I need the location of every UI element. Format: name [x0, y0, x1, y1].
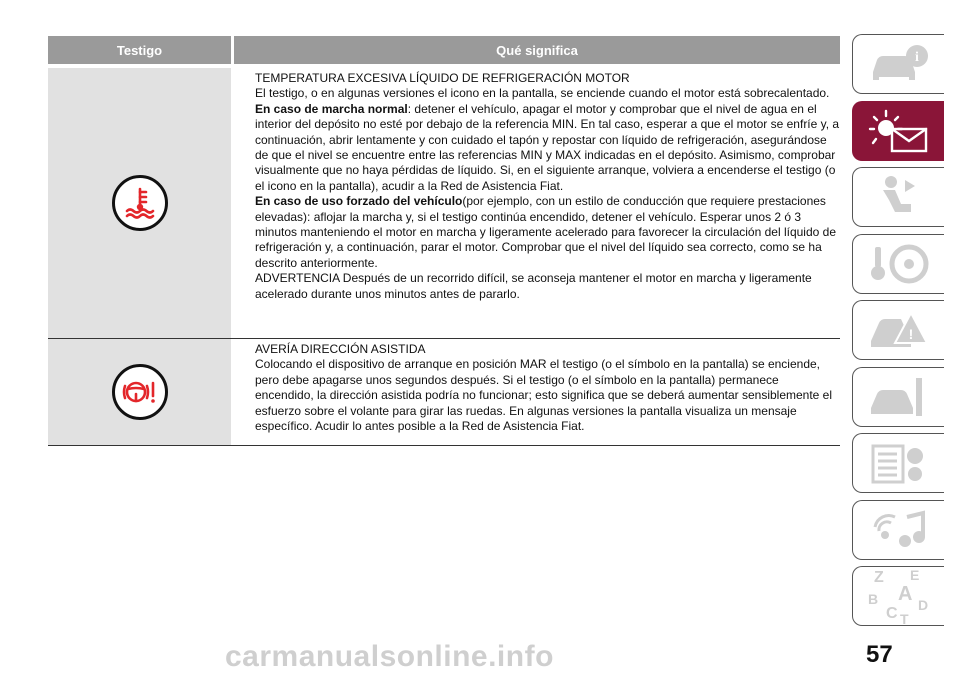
- page-number: 57: [866, 641, 893, 668]
- svg-text:!: !: [908, 326, 913, 342]
- tab-warning-lights[interactable]: [852, 101, 944, 161]
- row-paragraph: El testigo, o en algunas versiones el icono en la pantalla, se enciende cuando el motor está sobrecalentado.: [255, 86, 830, 101]
- row-description: [234, 68, 840, 338]
- row-paragraph: (por ejemplo, con un estilo de conducción que requiere prestaciones elevadas): aflojar la marcha y, si el testigo continúa encendido, detener el vehículo. Esperar unos 2 ó 3 minutos manteniendo el motor en marcha y ligeramente acelerado para favorecer la circulación del líquido de refrigeración y, a continuación, parar el motor. Comprobar que el nivel del líquido sea correcto, como se ha descrito anteriormente.: [255, 194, 836, 270]
- svg-text:B: B: [867, 591, 878, 607]
- header-testigo: Testigo: [116, 42, 163, 58]
- svg-text:E: E: [909, 567, 919, 583]
- row-paragraph: Colocando el dispositivo de arranque en posición MAR el testigo (o el símbolo en la pantalla) se enciende, pero debe apagarse unos segundos después. Si el testigo (o el símbolo en la pantalla) permanece encendido, la dirección asistida podría no funcionar; esto significa que se deberá aumentar sensiblemente el esfuerzo sobre el volante para girar las ruedas. En algunas versiones la pantalla visualiza un mensaje específico. Acudir lo antes posible a la Red de Asistencia Fiat.: [255, 357, 833, 434]
- bold-heading: En caso de uso forzado del vehículo: [255, 194, 463, 209]
- table-header: [48, 36, 840, 64]
- alphabetical-index-icon: [864, 566, 934, 626]
- car-info-icon: [867, 42, 931, 86]
- row-paragraph: : detener el vehículo, apagar el motor y comprobar que el nivel de agua en el interior del depósito no esté por debajo de la referencia MIN. En tal caso, esperar a que el motor se enfríe y, a continuación, abrir lentamente y con cuidado el tapón y repostar con líquido de refrigeración, asegurándose de que el nivel se encuentre entre las referencias MIN y MAX indicadas en el depósito. Asimismo, comprobar visualmente que no haya pérdidas de líquido. Si, en el siguiente arranque, volviera a encenderse el testigo (o el icono en la pantalla), acudir a la Red de Asistencia Fiat.: [255, 101, 840, 193]
- car-emergency-icon: [867, 307, 931, 353]
- coolant-temperature-icon: [112, 175, 168, 231]
- row-description: [234, 339, 840, 445]
- tab-technical-data[interactable]: [852, 433, 944, 493]
- svg-text:T: T: [899, 611, 909, 626]
- warning-note: ADVERTENCIA Después de un recorrido difícil, se aconseja mantener el motor en marcha y ligeramente acelerado durante unos minutos antes de pararlo.: [255, 271, 812, 301]
- row-title: AVERÍA DIRECCIÓN ASISTIDA: [255, 342, 426, 356]
- table-row-power-steering: [48, 339, 840, 446]
- chapter-tabs: [852, 34, 944, 633]
- row-title: TEMPERATURA EXCESIVA LÍQUIDO DE REFRIGERACIÓN MOTOR: [255, 71, 630, 85]
- power-steering-fault-icon: [112, 364, 168, 420]
- tab-index[interactable]: [852, 566, 944, 626]
- tab-emergency[interactable]: [852, 300, 944, 360]
- tab-safety[interactable]: [852, 167, 944, 227]
- watermark: carmanualsonline.info: [225, 640, 554, 673]
- svg-text:A: A: [897, 583, 912, 605]
- tab-multimedia[interactable]: [852, 500, 944, 560]
- seat-airbag-icon: [869, 174, 929, 220]
- svg-text:D: D: [917, 597, 928, 613]
- tab-maintenance[interactable]: [852, 367, 944, 427]
- svg-text:i: i: [914, 50, 919, 65]
- warning-light-message-icon: [864, 109, 934, 153]
- header-que-significa: Qué significa: [496, 42, 578, 58]
- multimedia-icon: [867, 507, 931, 553]
- table-row-coolant: [48, 68, 840, 339]
- tab-starting-driving[interactable]: [852, 234, 944, 294]
- bold-heading: En caso de marcha normal: [255, 101, 408, 116]
- warning-lights-table: [48, 36, 840, 446]
- svg-text:C: C: [885, 605, 898, 622]
- key-steering-wheel-icon: [867, 241, 931, 287]
- tab-car-info[interactable]: [852, 34, 944, 94]
- car-maintenance-icon: [867, 374, 931, 420]
- svg-text:Z: Z: [873, 569, 884, 586]
- specs-gears-icon: [867, 440, 931, 486]
